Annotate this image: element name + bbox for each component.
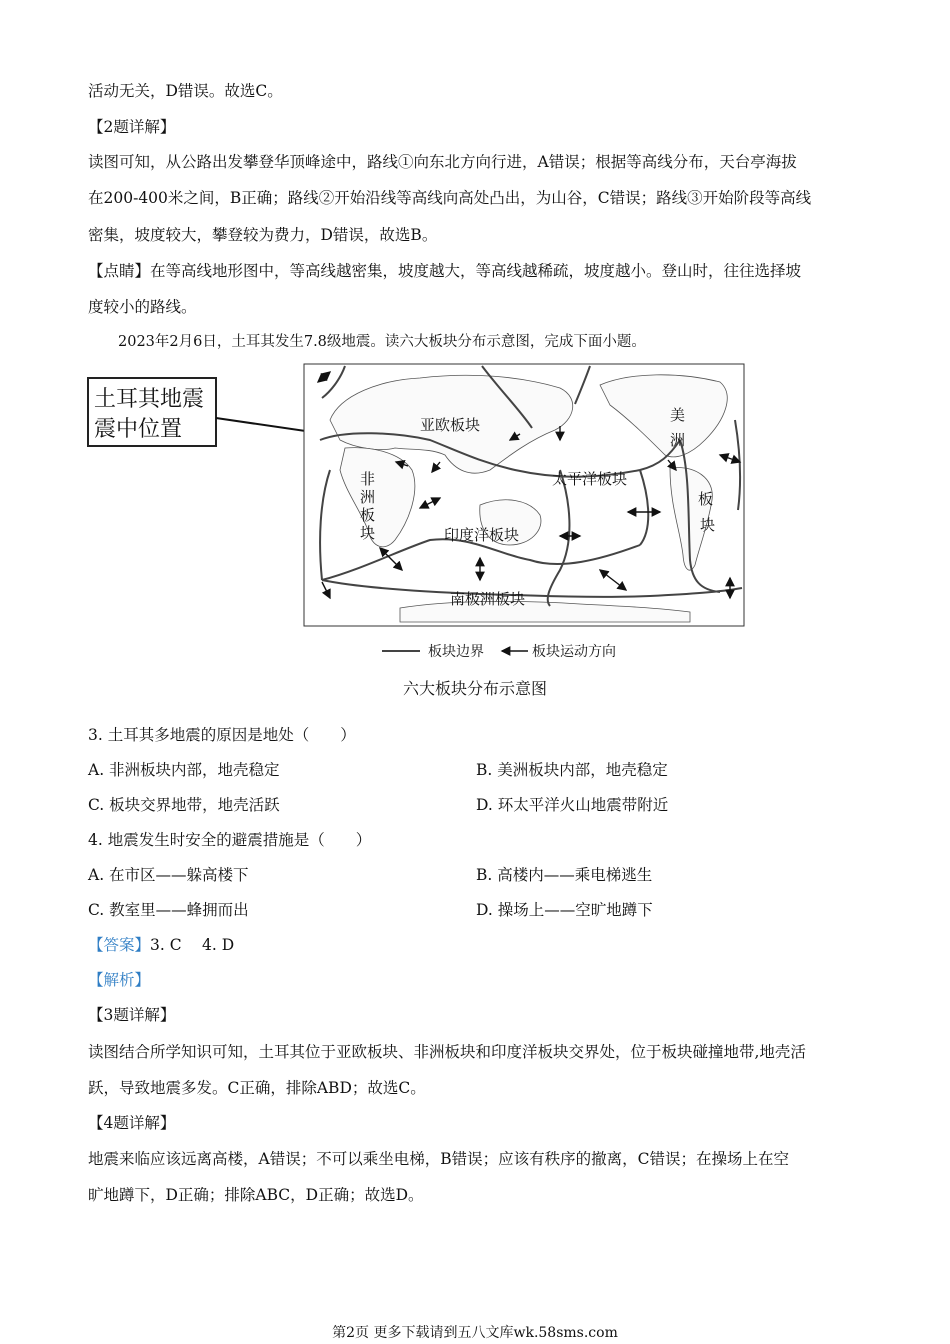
label-american-plate-4: 块	[700, 516, 716, 534]
question-intro: 2023年2月6日，土耳其发生7.8级地震。读六大板块分布示意图，完成下面小题。	[118, 334, 646, 350]
legend-motion-label: 板块运动方向	[532, 644, 616, 660]
q3-option-b: B. 美洲板块内部，地壳稳定	[476, 761, 668, 779]
q3-option-c: C. 板块交界地带，地壳活跃	[88, 796, 280, 814]
label-african-plate-3: 板	[360, 506, 376, 524]
text-line: 度较小的路线。	[88, 298, 197, 316]
question-3-stem: 3. 土耳其多地震的原因是地处（ ）	[88, 726, 356, 744]
answer-label: 【答案】	[88, 936, 151, 954]
label-american-plate-3: 板	[698, 490, 714, 508]
label-eurasian-plate: 亚欧板块	[420, 416, 481, 434]
text-line: 密集，坡度较大，攀登较为费力，D错误，故选B。	[88, 226, 438, 244]
legend-boundary-label: 板块边界	[428, 644, 484, 660]
label-african-plate-1: 非	[360, 470, 376, 488]
text-line: 活动无关，D错误。故选C。	[88, 82, 283, 100]
answer-text: 3. C 4. D	[150, 936, 235, 954]
detail-4-title: 【4题详解】	[88, 1114, 176, 1132]
page-footer: 第2页 更多下载请到五八文库wk.58sms.com	[332, 1325, 618, 1341]
callout-line2: 震中位置	[94, 417, 183, 442]
section-heading: 【2题详解】	[88, 118, 176, 136]
label-african-plate-2: 洲	[360, 488, 376, 506]
label-american-plate-2: 洲	[670, 431, 686, 449]
tip-line: 【点睛】在等高线地形图中，等高线越密集，坡度越大，等高线越稀疏，坡度越小。登山时，往往选择坡	[88, 262, 802, 280]
q3-option-d: D. 环太平洋火山地震带附近	[476, 796, 669, 814]
detail-4-text-2: 旷地蹲下，D正确；排除ABC，D正确；故选D。	[88, 1186, 424, 1204]
detail-3-text-2: 跃，导致地震多发。C正确，排除ABD；故选C。	[88, 1079, 426, 1097]
label-african-plate-4: 块	[360, 524, 376, 542]
label-american-plate-1: 美	[670, 406, 686, 424]
detail-3-text-1: 读图结合所学知识可知，土耳其位于亚欧板块、非洲板块和印度洋板块交界处，位于板块碰撞地带,地壳活	[88, 1043, 806, 1061]
q4-option-b: B. 高楼内——乘电梯逃生	[476, 866, 653, 884]
analysis-label: 【解析】	[88, 971, 151, 989]
text-line: 读图可知，从公路出发攀登华顶峰途中，路线①向东北方向行进，A错误；根据等高线分布，天台亭海拔	[88, 153, 797, 171]
answer-line	[88, 934, 868, 956]
q4-option-c: C. 教室里——蜂拥而出	[88, 901, 249, 919]
text-line: 在200-400米之间，B正确；路线②开始沿线等高线向高处凸出，为山谷，C错误；路线③开始阶段等高线	[88, 189, 812, 207]
callout-line1: 土耳其地震	[94, 387, 205, 412]
q4-option-d: D. 操场上——空旷地蹲下	[476, 901, 653, 919]
q3-option-a: A. 非洲板块内部，地壳稳定	[88, 761, 280, 779]
label-antarctic-plate: 南极洲板块	[450, 590, 526, 608]
question-4-stem: 4. 地震发生时安全的避震措施是（ ）	[88, 831, 372, 849]
label-indian-plate: 印度洋板块	[444, 526, 520, 544]
q4-option-a: A. 在市区——躲高楼下	[88, 866, 249, 884]
detail-3-title: 【3题详解】	[88, 1006, 176, 1024]
label-pacific-plate: 太平洋板块	[552, 470, 628, 488]
figure-caption: 六大板块分布示意图	[402, 679, 547, 698]
detail-4-text-1: 地震来临应该远离高楼，A错误；不可以乘坐电梯，B错误；应该有秩序的撤离，C错误；在操场上在空	[88, 1150, 789, 1168]
